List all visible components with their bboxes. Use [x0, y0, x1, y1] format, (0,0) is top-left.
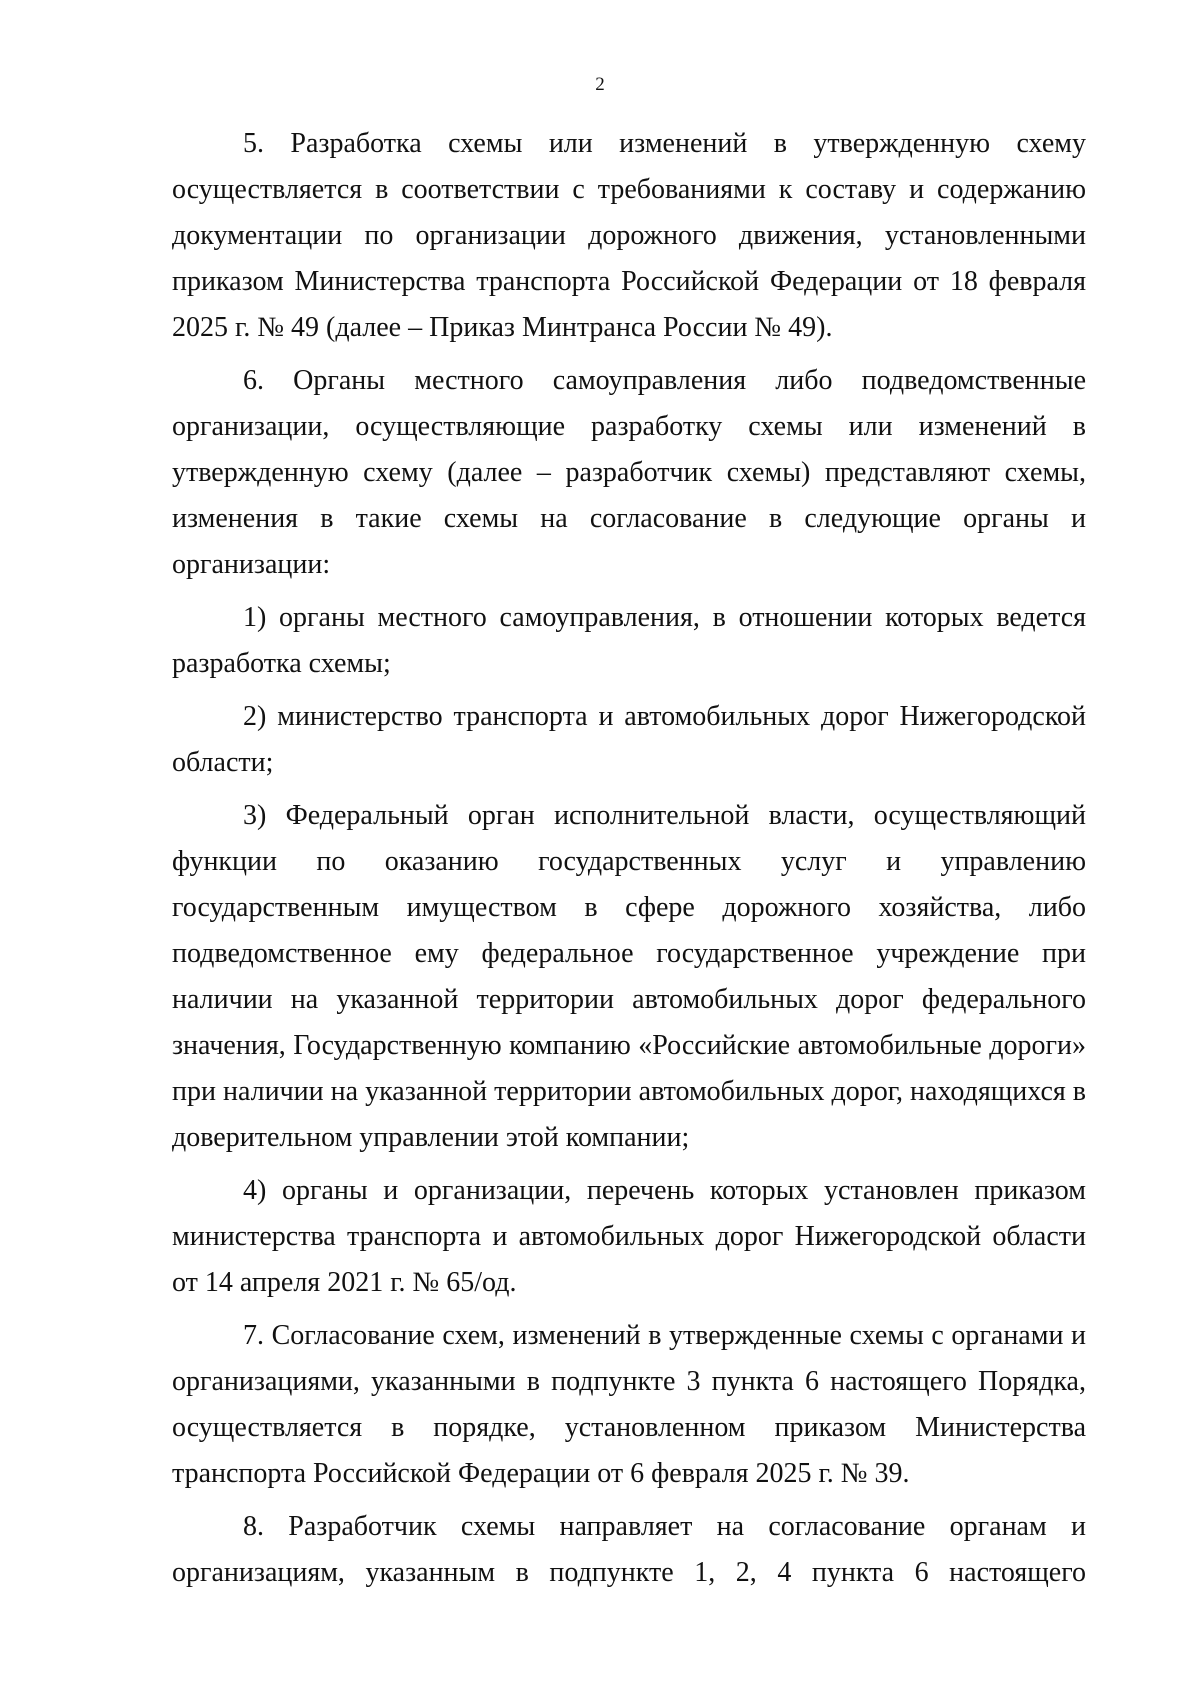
paragraph-6-item-3: 3) Федеральный орган исполнительной власти, осуществляющий функции по оказанию государственных услуг и управлению государственным имуществом в сфере дорожного хозяйства, либо подведомственное ему федеральное государственное учреждение при наличии на указанной территории автомобильных дорог федерального значения, Государственную компанию «Российские автомобильные дороги» при наличии на указанной территории автомобильных дорог, находящихся в доверительном управлении этой компании; — [172, 800, 1086, 1153]
paragraph-7: 7. Согласование схем, изменений в утвержденные схемы с органами и организациями, указанными в подпункте 3 пункта 6 настоящего Порядка, осуществляется в порядке, установленном приказом Министерства транспорта Российской Федерации от 6 февраля 2025 г. № 39. — [172, 1320, 1086, 1489]
paragraph-6: 6. Органы местного самоуправления либо подведомственные организации, осуществляющие разработку схемы или изменений в утвержденную схему (далее – разработчик схемы) представляют схемы, изменения в такие схемы на согласование в следующие органы и организации: — [172, 365, 1086, 580]
page-number: 2 — [595, 74, 605, 95]
paragraph-8: 8. Разработчик схемы направляет на согласование органам и организациям, указанным в подпункте 1, 2, 4 пункта 6 настоящего — [172, 1511, 1086, 1588]
document-body — [172, 121, 1086, 1603]
paragraph-6-item-2: 2) министерство транспорта и автомобильных дорог Нижегородской области; — [172, 701, 1086, 778]
paragraph-6-item-4: 4) органы и организации, перечень которых установлен приказом министерства транспорта и автомобильных дорог Нижегородской области от 14 апреля 2021 г. № 65/од. — [172, 1175, 1086, 1298]
paragraph-6-item-1: 1) органы местного самоуправления, в отношении которых ведется разработка схемы; — [172, 602, 1086, 679]
paragraph-5: 5. Разработка схемы или изменений в утвержденную схему осуществляется в соответствии с требованиями к составу и содержанию документации по организации дорожного движения, установленными приказом Министерства транспорта Российской Федерации от 18 февраля 2025 г. № 49 (далее – Приказ Минтранса России № 49). — [172, 128, 1086, 343]
